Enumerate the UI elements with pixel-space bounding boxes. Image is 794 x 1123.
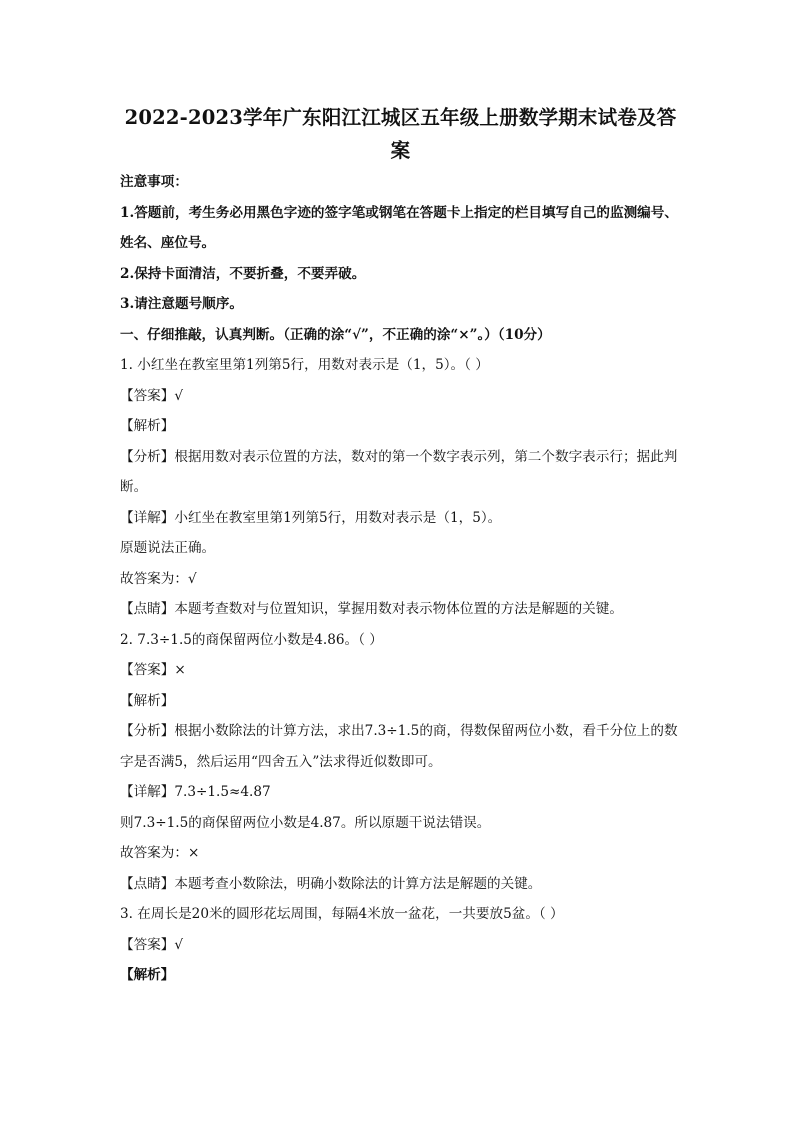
q2-analysis-label: 【解析】: [120, 692, 175, 709]
note-item-2: 2.保持卡面清洁，不要折叠，不要弄破。: [120, 265, 366, 282]
q1-xiangjie: 【详解】小红坐在教室里第1列第5行，用数对表示是（1，5）。: [120, 509, 502, 526]
q1-dianjing: 【点睛】本题考查数对与位置知识，掌握用数对表示物体位置的方法是解题的关键。: [120, 601, 623, 617]
q1-analysis-label: 【解析】: [120, 418, 175, 434]
note-item-3: 3.请注意题号顺序。: [120, 296, 243, 312]
q2-final-answer: 故答案为：×: [120, 845, 200, 861]
notes-heading: 注意事项：: [120, 174, 188, 190]
question-3: 3. 在周长是20米的圆形花坛周围，每隔4米放一盆花，一共要放5盆。（ ）: [120, 906, 564, 922]
question-2: 2. 7.3÷1.5的商保留两位小数是4.86。（ ）: [120, 631, 383, 648]
q1-answer: 【答案】√: [120, 387, 184, 404]
q1-final-answer: 故答案为：√: [120, 570, 197, 587]
q1-fenxi: 【分析】根据用数对表示位置的方法，数对的第一个数字表示列，第二个数字表示行；据此判断。: [120, 448, 678, 495]
question-1: 1. 小红坐在教室里第1列第5行，用数对表示是（1，5）。（ ）: [120, 357, 489, 373]
q3-analysis-label: 【解析】: [120, 967, 175, 983]
q2-conclusion: 则7.3÷1.5的商保留两位小数是4.87。所以原题干说法错误。: [120, 814, 491, 831]
q3-answer: 【答案】√: [120, 936, 184, 953]
note-item-1: 1.答题前，考生务必用黑色字迹的签字笔或钢笔在答题卡上指定的栏目填写自己的监测编号、姓名、座位号。: [120, 204, 678, 251]
q2-fenxi: 【分析】根据小数除法的计算方法，求出7.3÷1.5的商，得数保留两位小数，看千分位上的数字是否满5，然后运用“四舍五入”法求得近似数即可。: [120, 723, 678, 770]
document-title: 2022-2023学年广东阳江江城区五年级上册数学期末试卷及答案: [124, 106, 677, 162]
q1-conclusion: 原题说法正确。: [120, 540, 216, 556]
q2-xiangjie: 【详解】7.3÷1.5≈4.87: [120, 784, 271, 800]
q2-answer: 【答案】×: [120, 662, 186, 678]
section-heading-1: 一、仔细推敲，认真判断。（正确的涂“√”，不正确的涂“×”。）（10分）: [120, 326, 551, 343]
q2-dianjing: 【点睛】本题考查小数除法，明确小数除法的计算方法是解题的关键。: [120, 875, 542, 892]
